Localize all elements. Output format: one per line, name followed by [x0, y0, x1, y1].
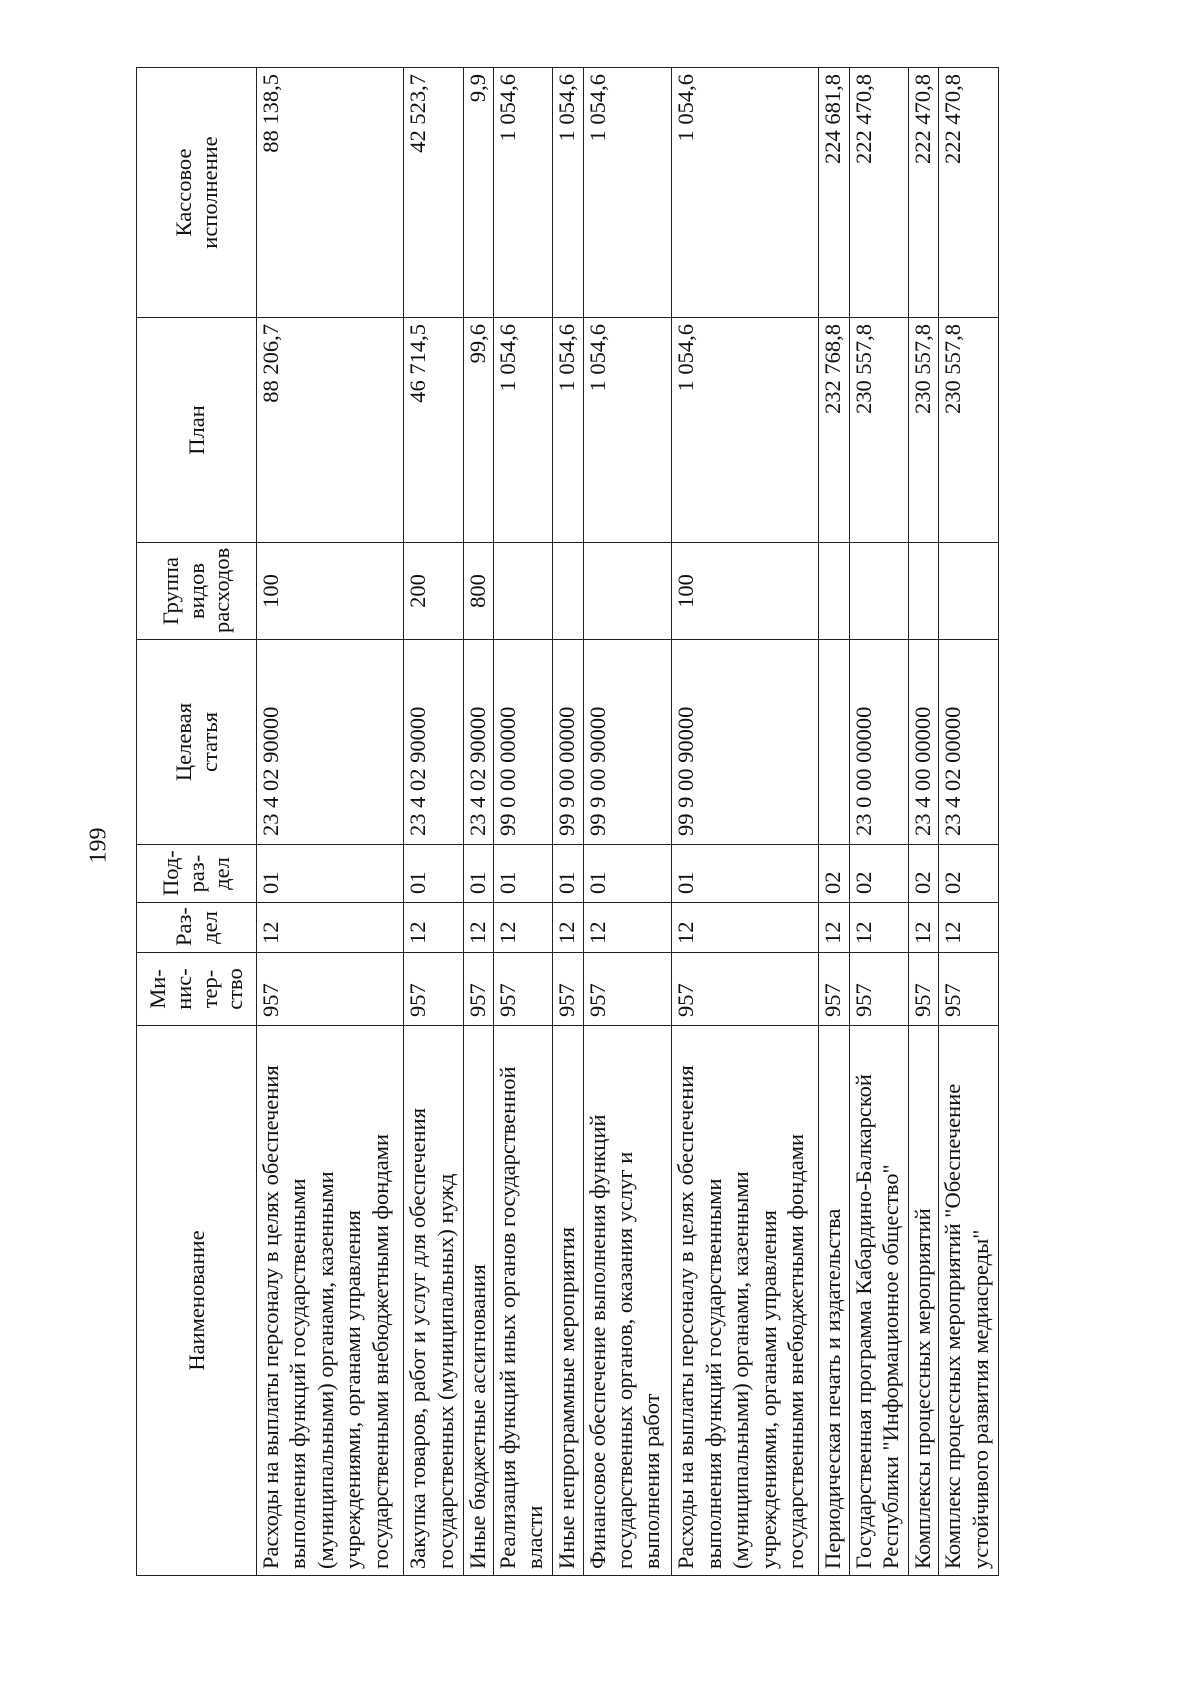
cell-subsection: 01	[583, 845, 672, 903]
cell-ministry: 957	[939, 953, 999, 1026]
cell-section: 12	[909, 903, 939, 953]
table-row	[553, 68, 583, 1576]
cell-subsection: 01	[404, 845, 463, 903]
cell-subsection: 01	[493, 845, 552, 903]
cell-execution: 222 470,8	[939, 68, 999, 318]
cell-target: 99 0 00 00000	[493, 640, 552, 845]
table-row	[939, 68, 999, 1576]
cell-ministry: 957	[849, 953, 908, 1026]
cell-ministry: 957	[463, 953, 493, 1026]
cell-section: 12	[849, 903, 908, 953]
cell-target: 23 4 02 90000	[463, 640, 493, 845]
cell-name: Комплексы процессных мероприятий	[909, 1026, 939, 1576]
cell-group	[493, 543, 552, 640]
cell-subsection: 01	[463, 845, 493, 903]
cell-execution: 222 470,8	[909, 68, 939, 318]
table-row	[493, 68, 552, 1576]
cell-subsection: 02	[849, 845, 908, 903]
page-number: 199	[85, 827, 112, 864]
cell-section: 12	[404, 903, 463, 953]
cell-section: 12	[819, 903, 849, 953]
cell-section: 12	[257, 903, 404, 953]
cell-ministry: 957	[583, 953, 672, 1026]
cell-ministry: 957	[819, 953, 849, 1026]
cell-group	[583, 543, 672, 640]
table-row	[404, 68, 463, 1576]
cell-group	[553, 543, 583, 640]
header-cash-execution	[137, 68, 257, 318]
cell-execution: 9,9	[463, 68, 493, 318]
header-row	[137, 68, 257, 1576]
cell-name: Государственная программа Кабардино-Балкарской Республики "Информационное общество"	[849, 1026, 908, 1576]
table-row	[672, 68, 819, 1576]
cell-plan: 230 557,8	[939, 318, 999, 543]
cell-subsection: 01	[672, 845, 819, 903]
cell-name: Закупка товаров, работ и услуг для обеспечения государственных (муниципальных) нужд	[404, 1026, 463, 1576]
cell-ministry: 957	[493, 953, 552, 1026]
cell-execution: 222 470,8	[849, 68, 908, 318]
table-row	[909, 68, 939, 1576]
cell-name: Иные бюджетные ассигнования	[463, 1026, 493, 1576]
cell-target: 99 9 00 90000	[672, 640, 819, 845]
cell-target: 23 4 02 90000	[404, 640, 463, 845]
cell-plan: 46 714,5	[404, 318, 463, 543]
cell-execution: 1 054,6	[672, 68, 819, 318]
cell-name: Реализация функций иных органов государственной власти	[493, 1026, 552, 1576]
cell-section: 12	[463, 903, 493, 953]
cell-name: Расходы на выплаты персоналу в целях обеспечения выполнения функций государственными (муниципальными) органами, казенными учреждениями, органами управления государственными внебюджетными фондами	[672, 1026, 819, 1576]
cell-name: Расходы на выплаты персоналу в целях обеспечения выполнения функций государственными (муниципальными) органами, казенными учреждениями, органами управления государственными внебюджетными фондами	[257, 1026, 404, 1576]
table-row	[257, 68, 404, 1576]
cell-name: Финансовое обеспечение выполнения функций государственных органов, оказания услуг и выполнения работ	[583, 1026, 672, 1576]
cell-target: 99 9 00 00000	[553, 640, 583, 845]
cell-ministry: 957	[257, 953, 404, 1026]
cell-ministry: 957	[404, 953, 463, 1026]
rotated-table-container	[136, 68, 999, 1576]
table-row	[819, 68, 849, 1576]
header-name: Наименование	[137, 1026, 257, 1576]
header-cash-execution-line: Кассовое исполнение	[170, 136, 222, 249]
cell-subsection: 02	[819, 845, 849, 903]
cell-section: 12	[553, 903, 583, 953]
cell-section: 12	[672, 903, 819, 953]
cell-ministry: 957	[672, 953, 819, 1026]
cell-ministry: 957	[553, 953, 583, 1026]
cell-plan: 230 557,8	[849, 318, 908, 543]
budget-table	[136, 67, 999, 1576]
header-section-line: Раз- дел	[170, 907, 222, 946]
cell-execution: 1 054,6	[493, 68, 552, 318]
cell-execution: 88 138,5	[257, 68, 404, 318]
cell-name: Комплекс процессных мероприятий "Обеспечение устойчивого развития медиасреды"	[939, 1026, 999, 1576]
cell-subsection: 02	[909, 845, 939, 903]
cell-plan: 1 054,6	[672, 318, 819, 543]
cell-group: 200	[404, 543, 463, 640]
header-ministry-line: Ми- нис- тер- ство	[144, 968, 248, 1010]
cell-plan: 230 557,8	[909, 318, 939, 543]
cell-execution: 1 054,6	[583, 68, 672, 318]
cell-group: 100	[672, 543, 819, 640]
cell-group	[849, 543, 908, 640]
cell-plan: 1 054,6	[553, 318, 583, 543]
header-plan: План	[137, 318, 257, 543]
cell-group	[939, 543, 999, 640]
cell-target: 23 4 02 90000	[257, 640, 404, 845]
cell-ministry: 957	[909, 953, 939, 1026]
table-row	[583, 68, 672, 1576]
cell-subsection: 01	[553, 845, 583, 903]
cell-plan: 232 768,8	[819, 318, 849, 543]
cell-section: 12	[493, 903, 552, 953]
header-expense-group	[137, 543, 257, 640]
cell-target: 23 0 00 00000	[849, 640, 908, 845]
cell-plan: 88 206,7	[257, 318, 404, 543]
cell-execution: 1 054,6	[553, 68, 583, 318]
cell-execution: 224 681,8	[819, 68, 849, 318]
cell-section: 12	[939, 903, 999, 953]
header-ministry	[137, 953, 257, 1026]
cell-target	[819, 640, 849, 845]
header-section	[137, 903, 257, 953]
cell-target: 23 4 02 00000	[939, 640, 999, 845]
cell-plan: 1 054,6	[493, 318, 552, 543]
cell-group	[819, 543, 849, 640]
cell-plan: 1 054,6	[583, 318, 672, 543]
cell-group	[909, 543, 939, 640]
cell-subsection: 02	[939, 845, 999, 903]
cell-section: 12	[583, 903, 672, 953]
cell-subsection: 01	[257, 845, 404, 903]
header-target-article-line: Целевая статья	[170, 702, 222, 782]
cell-name: Иные непрограммные мероприятия	[553, 1026, 583, 1576]
table-row	[463, 68, 493, 1576]
header-subsection-line: Под- раз- дел	[157, 850, 235, 896]
header-target-article	[137, 640, 257, 845]
cell-group: 100	[257, 543, 404, 640]
header-subsection	[137, 845, 257, 903]
cell-execution: 42 523,7	[404, 68, 463, 318]
cell-name: Периодическая печать и издательства	[819, 1026, 849, 1576]
cell-plan: 99,6	[463, 318, 493, 543]
cell-target: 99 9 00 90000	[583, 640, 672, 845]
table-row	[849, 68, 908, 1576]
cell-target: 23 4 00 00000	[909, 640, 939, 845]
cell-group: 800	[463, 543, 493, 640]
header-expense-group-line: Группа видов расходов	[157, 547, 235, 633]
